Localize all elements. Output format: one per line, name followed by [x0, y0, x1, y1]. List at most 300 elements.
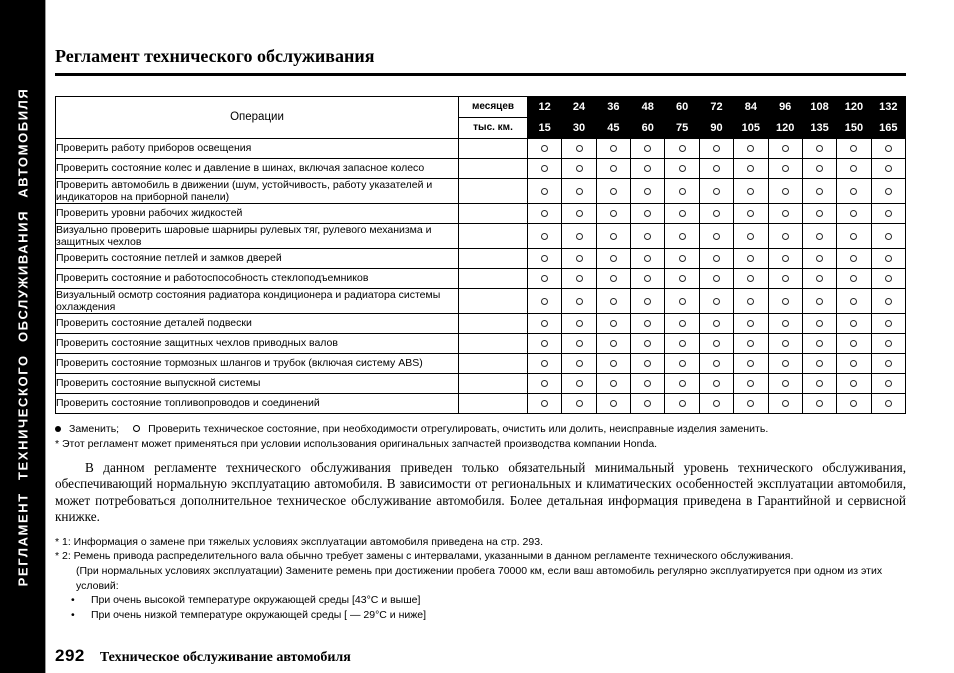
empty-unit-cell	[459, 248, 528, 268]
mark-cell	[665, 393, 699, 413]
table-row	[56, 248, 906, 268]
circle-mark	[541, 188, 548, 195]
mark-cell	[665, 373, 699, 393]
circle-mark	[679, 400, 686, 407]
circle-mark	[610, 188, 617, 195]
circle-mark	[679, 145, 686, 152]
circle-mark	[747, 380, 754, 387]
mark-cell	[871, 178, 905, 203]
sidebar-vertical-title: РЕГЛАМЕНТ ТЕХНИЧЕСКОГО ОБСЛУЖИВАНИЯ АВТОМОБИЛЯ	[15, 87, 30, 586]
circle-mark	[713, 360, 720, 367]
mark-cell	[768, 178, 802, 203]
circle-mark	[850, 320, 857, 327]
mark-cell	[768, 203, 802, 223]
mark-cell	[596, 288, 630, 313]
km-value: 105	[734, 117, 768, 138]
months-value: 36	[596, 96, 630, 117]
circle-mark	[713, 340, 720, 347]
circle-mark	[713, 298, 720, 305]
circle-mark	[644, 188, 651, 195]
mark-cell	[528, 223, 562, 248]
table-row	[56, 353, 906, 373]
operation-cell: Проверить состояние и работоспособность стеклоподъемников	[56, 268, 459, 288]
mark-cell	[768, 373, 802, 393]
footnote-2: * 2: Ремень привода распределительного вала обычно требует замены с интервалами, указанными в данном регламенте технического обслуживания.	[55, 550, 794, 563]
operation-cell: Проверить состояние деталей подвески	[56, 313, 459, 333]
mark-cell	[665, 203, 699, 223]
mark-cell	[871, 313, 905, 333]
mark-cell	[596, 373, 630, 393]
circle-mark	[885, 255, 892, 262]
circle-mark	[747, 298, 754, 305]
mark-cell	[734, 313, 768, 333]
circle-mark	[816, 233, 823, 240]
mark-cell	[871, 373, 905, 393]
circle-mark	[541, 320, 548, 327]
circle-mark	[816, 360, 823, 367]
operation-cell: Визуально проверить шаровые шарниры рулевых тяг, рулевого механизма и защитных чехлов	[56, 223, 459, 248]
mark-cell	[768, 138, 802, 158]
circle-mark	[747, 400, 754, 407]
km-value: 30	[562, 117, 596, 138]
mark-cell	[596, 223, 630, 248]
mark-cell	[871, 248, 905, 268]
table-row	[56, 313, 906, 333]
mark-cell	[562, 288, 596, 313]
circle-mark	[816, 320, 823, 327]
mark-cell	[699, 313, 733, 333]
circle-mark	[576, 275, 583, 282]
circle-mark	[782, 340, 789, 347]
circle-mark	[576, 255, 583, 262]
circle-mark	[782, 298, 789, 305]
circle-mark	[610, 275, 617, 282]
bullet-icon: •	[71, 608, 75, 621]
mark-cell	[596, 313, 630, 333]
circle-mark	[541, 233, 548, 240]
circle-mark	[644, 320, 651, 327]
table-row	[56, 203, 906, 223]
mark-cell	[871, 138, 905, 158]
mark-cell	[871, 353, 905, 373]
mark-cell	[528, 333, 562, 353]
mark-cell	[596, 333, 630, 353]
mark-cell	[768, 268, 802, 288]
circle-mark	[782, 145, 789, 152]
mark-cell	[871, 158, 905, 178]
circle-mark	[541, 360, 548, 367]
mark-cell	[631, 288, 665, 313]
mark-cell	[734, 353, 768, 373]
circle-mark	[816, 188, 823, 195]
title-rule	[55, 73, 906, 76]
mark-cell	[596, 158, 630, 178]
months-value: 108	[802, 96, 836, 117]
months-value: 84	[734, 96, 768, 117]
body-paragraph: В данном регламенте технического обслуживания приведен только обязательный минимальный уровень технического обслуживания, обеспечивающий нормальную эксплуатацию автомобиля. В зависимости от региональных и климатических особенностей эксплуатации автомобиля, может потребоваться дополнительное техническое обслуживание автомобиля. Более детальная информация приведена в Гарантийной и сервисной книжке.	[55, 459, 906, 525]
months-value: 24	[562, 96, 596, 117]
empty-unit-cell	[459, 288, 528, 313]
circle-mark	[679, 360, 686, 367]
table-row	[56, 288, 906, 313]
mark-cell	[768, 248, 802, 268]
mark-cell	[802, 373, 836, 393]
mark-cell	[631, 138, 665, 158]
mark-cell	[631, 393, 665, 413]
mark-cell	[596, 393, 630, 413]
mark-cell	[699, 158, 733, 178]
mark-cell	[802, 248, 836, 268]
circle-mark	[782, 275, 789, 282]
mark-cell	[596, 178, 630, 203]
circle-mark	[644, 298, 651, 305]
circle-mark	[782, 188, 789, 195]
empty-unit-cell	[459, 313, 528, 333]
circle-mark	[644, 360, 651, 367]
km-value: 120	[768, 117, 802, 138]
circle-mark	[885, 275, 892, 282]
circle-mark	[644, 380, 651, 387]
circle-mark	[850, 275, 857, 282]
footnote-1: * 1: Информация о замене при тяжелых условиях эксплуатации автомобиля приведена на стр. 293.	[55, 535, 543, 548]
circle-mark	[885, 400, 892, 407]
circle-mark	[576, 298, 583, 305]
mark-cell	[631, 248, 665, 268]
km-value: 60	[631, 117, 665, 138]
mark-cell	[528, 138, 562, 158]
circle-mark	[850, 165, 857, 172]
circle-mark	[747, 320, 754, 327]
mark-cell	[631, 223, 665, 248]
mark-cell	[802, 353, 836, 373]
circle-mark	[713, 233, 720, 240]
circle-mark	[541, 275, 548, 282]
open-circle-icon	[133, 425, 140, 432]
mark-cell	[837, 373, 871, 393]
circle-mark	[610, 298, 617, 305]
operation-cell: Проверить состояние петлей и замков дверей	[56, 248, 459, 268]
mark-cell	[734, 268, 768, 288]
circle-mark	[576, 340, 583, 347]
months-value: 60	[665, 96, 699, 117]
mark-cell	[871, 333, 905, 353]
mark-cell	[734, 223, 768, 248]
mark-cell	[562, 333, 596, 353]
circle-mark	[644, 210, 651, 217]
maintenance-schedule-table	[55, 96, 906, 414]
sidebar-tab	[0, 0, 46, 673]
mark-cell	[699, 268, 733, 288]
table-row	[56, 178, 906, 203]
mark-cell	[699, 203, 733, 223]
mark-cell	[528, 313, 562, 333]
mark-cell	[631, 158, 665, 178]
circle-mark	[782, 380, 789, 387]
km-value: 45	[596, 117, 630, 138]
circle-mark	[885, 145, 892, 152]
circle-mark	[816, 210, 823, 217]
circle-mark	[610, 340, 617, 347]
circle-mark	[816, 298, 823, 305]
circle-mark	[713, 380, 720, 387]
circle-mark	[747, 165, 754, 172]
mark-cell	[665, 178, 699, 203]
circle-mark	[679, 275, 686, 282]
mark-cell	[734, 333, 768, 353]
months-value: 96	[768, 96, 802, 117]
circle-mark	[816, 340, 823, 347]
legend	[55, 422, 906, 451]
circle-mark	[541, 400, 548, 407]
mark-cell	[665, 138, 699, 158]
circle-mark	[576, 320, 583, 327]
page-title: Регламент технического обслуживания	[55, 46, 375, 66]
circle-mark	[713, 275, 720, 282]
mark-cell	[562, 393, 596, 413]
footer-section-title: Техническое обслуживание автомобиля	[99, 650, 351, 666]
table-row	[56, 268, 906, 288]
circle-mark	[713, 320, 720, 327]
km-value: 135	[802, 117, 836, 138]
circle-mark	[850, 400, 857, 407]
mark-cell	[528, 248, 562, 268]
table-row	[56, 393, 906, 413]
mark-cell	[699, 223, 733, 248]
circle-mark	[610, 145, 617, 152]
mark-cell	[768, 353, 802, 373]
mark-cell	[871, 223, 905, 248]
circle-mark	[541, 380, 548, 387]
operation-cell: Проверить состояние тормозных шлангов и трубок (включая систему ABS)	[56, 353, 459, 373]
operation-cell: Проверить работу приборов освещения	[56, 138, 459, 158]
circle-mark	[644, 145, 651, 152]
circle-mark	[541, 165, 548, 172]
months-value: 48	[631, 96, 665, 117]
circle-mark	[850, 298, 857, 305]
mark-cell	[562, 138, 596, 158]
circle-mark	[576, 145, 583, 152]
circle-mark	[782, 255, 789, 262]
mark-cell	[837, 268, 871, 288]
mark-cell	[699, 288, 733, 313]
mark-cell	[734, 138, 768, 158]
circle-mark	[885, 188, 892, 195]
mark-cell	[802, 288, 836, 313]
mark-cell	[802, 203, 836, 223]
empty-unit-cell	[459, 373, 528, 393]
footnotes	[55, 535, 906, 623]
mark-cell	[596, 203, 630, 223]
circle-mark	[679, 210, 686, 217]
legend-replace-label: Заменить;	[69, 422, 120, 435]
mark-cell	[768, 333, 802, 353]
circle-mark	[850, 210, 857, 217]
operation-cell: Проверить уровни рабочих жидкостей	[56, 203, 459, 223]
mark-cell	[802, 268, 836, 288]
circle-mark	[610, 233, 617, 240]
circle-mark	[541, 145, 548, 152]
mark-cell	[699, 333, 733, 353]
mark-cell	[837, 288, 871, 313]
circle-mark	[816, 380, 823, 387]
circle-mark	[576, 400, 583, 407]
table-row	[56, 223, 906, 248]
circle-mark	[679, 340, 686, 347]
circle-mark	[885, 298, 892, 305]
circle-mark	[713, 188, 720, 195]
km-value: 15	[528, 117, 562, 138]
circle-mark	[576, 233, 583, 240]
mark-cell	[562, 313, 596, 333]
empty-unit-cell	[459, 203, 528, 223]
mark-cell	[734, 288, 768, 313]
operation-cell: Проверить состояние защитных чехлов приводных валов	[56, 333, 459, 353]
circle-mark	[885, 380, 892, 387]
mark-cell	[734, 178, 768, 203]
circle-mark	[747, 188, 754, 195]
circle-mark	[610, 360, 617, 367]
mark-cell	[528, 353, 562, 373]
mark-cell	[871, 288, 905, 313]
circle-mark	[610, 400, 617, 407]
empty-unit-cell	[459, 333, 528, 353]
circle-mark	[610, 380, 617, 387]
mark-cell	[631, 203, 665, 223]
circle-mark	[610, 165, 617, 172]
mark-cell	[631, 373, 665, 393]
mark-cell	[768, 288, 802, 313]
circle-mark	[679, 298, 686, 305]
mark-cell	[837, 353, 871, 373]
circle-mark	[850, 255, 857, 262]
mark-cell	[734, 373, 768, 393]
empty-unit-cell	[459, 268, 528, 288]
empty-unit-cell	[459, 138, 528, 158]
circle-mark	[610, 320, 617, 327]
mark-cell	[837, 313, 871, 333]
empty-unit-cell	[459, 178, 528, 203]
mark-cell	[562, 178, 596, 203]
page-footer	[55, 646, 906, 666]
mark-cell	[631, 178, 665, 203]
mark-cell	[734, 203, 768, 223]
mark-cell	[631, 353, 665, 373]
circle-mark	[816, 255, 823, 262]
mark-cell	[837, 223, 871, 248]
circle-mark	[679, 188, 686, 195]
legend-symbols-line	[55, 422, 906, 436]
mark-cell	[562, 353, 596, 373]
circle-mark	[541, 298, 548, 305]
mark-cell	[699, 393, 733, 413]
mark-cell	[802, 158, 836, 178]
circle-mark	[713, 165, 720, 172]
circle-mark	[850, 145, 857, 152]
mark-cell	[665, 333, 699, 353]
mark-cell	[768, 313, 802, 333]
circle-mark	[679, 233, 686, 240]
mark-cell	[562, 158, 596, 178]
header-row-months	[56, 96, 906, 117]
mark-cell	[528, 393, 562, 413]
mark-cell	[562, 248, 596, 268]
circle-mark	[644, 165, 651, 172]
circle-mark	[713, 400, 720, 407]
operation-cell: Проверить автомобиль в движении (шум, устойчивость, работу указателей и индикаторов на приборной панели)	[56, 178, 459, 203]
mark-cell	[631, 268, 665, 288]
mark-cell	[528, 203, 562, 223]
mark-cell	[596, 353, 630, 373]
circle-mark	[782, 320, 789, 327]
footnote-2-continued: (При нормальных условиях эксплуатации) Замените ремень при достижении пробега 70000 км, если ваш автомобиль регулярно эксплуатируется при одном из этих условий:	[76, 565, 883, 592]
circle-mark	[850, 233, 857, 240]
footnote-bullet-1	[55, 593, 906, 608]
circle-mark	[885, 165, 892, 172]
mark-cell	[528, 268, 562, 288]
mark-cell	[734, 248, 768, 268]
circle-mark	[713, 145, 720, 152]
circle-mark	[816, 275, 823, 282]
circle-mark	[816, 145, 823, 152]
operation-cell: Проверить состояние топливопроводов и соединений	[56, 393, 459, 413]
circle-mark	[713, 210, 720, 217]
mark-cell	[837, 178, 871, 203]
operation-cell: Проверить состояние выпускной системы	[56, 373, 459, 393]
mark-cell	[768, 158, 802, 178]
filled-circle-icon	[55, 426, 61, 432]
mark-cell	[871, 268, 905, 288]
mark-cell	[596, 248, 630, 268]
mark-cell	[699, 138, 733, 158]
circle-mark	[850, 340, 857, 347]
circle-mark	[782, 400, 789, 407]
circle-mark	[541, 210, 548, 217]
circle-mark	[679, 165, 686, 172]
mark-cell	[768, 393, 802, 413]
mark-cell	[528, 178, 562, 203]
mark-cell	[734, 158, 768, 178]
mark-cell	[802, 178, 836, 203]
months-value: 120	[837, 96, 871, 117]
thousand-km-unit-label: тыс. км.	[459, 117, 528, 138]
operations-column-header: Операции	[56, 96, 459, 138]
empty-unit-cell	[459, 393, 528, 413]
mark-cell	[699, 178, 733, 203]
circle-mark	[850, 188, 857, 195]
circle-mark	[747, 255, 754, 262]
months-unit-label: месяцев	[459, 96, 528, 117]
mark-cell	[802, 393, 836, 413]
circle-mark	[885, 210, 892, 217]
circle-mark	[576, 380, 583, 387]
circle-mark	[541, 340, 548, 347]
circle-mark	[747, 360, 754, 367]
mark-cell	[837, 203, 871, 223]
circle-mark	[713, 255, 720, 262]
circle-mark	[850, 360, 857, 367]
mark-cell	[665, 353, 699, 373]
footnote-bullet-2-text: При очень низкой температуре окружающей среды [ — 29°С и ниже]	[91, 608, 427, 621]
operation-cell: Визуальный осмотр состояния радиатора кондиционера и радиатора системы охлаждения	[56, 288, 459, 313]
mark-cell	[837, 393, 871, 413]
circle-mark	[782, 165, 789, 172]
mark-cell	[665, 268, 699, 288]
legend-check-label: Проверить техническое состояние, при необходимости отрегулировать, очистить или долить, неисправные изделия заменить.	[148, 422, 769, 435]
circle-mark	[541, 255, 548, 262]
mark-cell	[699, 248, 733, 268]
circle-mark	[747, 233, 754, 240]
bullet-icon: •	[71, 594, 75, 607]
